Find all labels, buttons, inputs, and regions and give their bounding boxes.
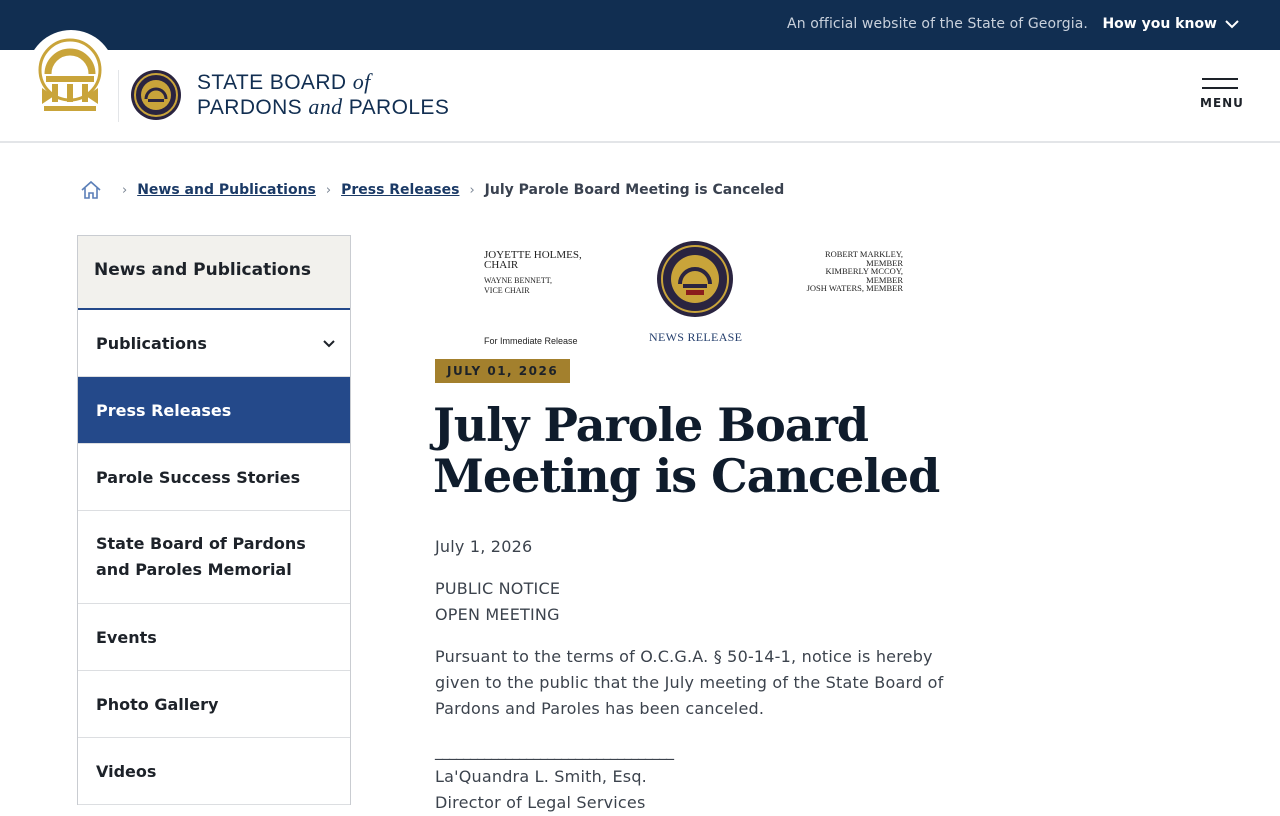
news-release-masthead — [484, 240, 904, 350]
sidebar-item-label: Events — [96, 627, 157, 647]
sidebar-item-label: State Board of Pardons and Paroles Memorial — [96, 534, 306, 579]
board-seal-icon — [656, 240, 734, 318]
breadcrumb — [80, 179, 784, 201]
agency-name-and: and — [308, 94, 343, 119]
chevron-down-icon[interactable] — [322, 336, 336, 350]
sidebar-heading[interactable]: News and Publications — [78, 236, 350, 310]
masthead-vice: WAYNE BENNETT, — [484, 276, 552, 285]
masthead-chair: JOYETTE HOLMES, — [484, 249, 582, 261]
article-paragraph: Pursuant to the terms of O.C.G.A. § 50-14-1, notice is hereby given to the public that the July meeting of the State Board of Pardons and Paroles has been canceled. — [435, 647, 944, 718]
sidebar-item-press-releases[interactable] — [78, 377, 350, 444]
agency-name-state-board: STATE BOARD — [197, 71, 347, 94]
article-date: July 1, 2026 — [435, 537, 533, 556]
breadcrumb-separator-icon: › — [469, 182, 475, 198]
breadcrumb-separator-icon: › — [122, 182, 128, 198]
site-header — [0, 50, 1280, 143]
sidebar-item-label: Videos — [96, 761, 157, 781]
sidebar-item-photo-gallery[interactable] — [78, 671, 350, 738]
masthead-release-note: For Immediate Release — [484, 336, 578, 346]
masthead-chair-title: CHAIR — [484, 259, 519, 271]
breadcrumb-separator-icon: › — [325, 182, 332, 198]
how-you-know-label: How you know — [1102, 16, 1217, 32]
article-notice — [435, 576, 955, 628]
masthead-member: JOSH WATERS, MEMBER — [806, 283, 903, 293]
menu-label: MENU — [1200, 96, 1244, 110]
sidebar-item-memorial[interactable] — [78, 511, 350, 604]
sidebar-item-label: Photo Gallery — [96, 694, 219, 714]
notice-line: OPEN MEETING — [435, 605, 560, 624]
georgia-arch-logo-icon[interactable] — [36, 40, 104, 116]
sidebar-item-label: Press Releases — [96, 400, 232, 420]
notice-line: PUBLIC NOTICE — [435, 579, 561, 598]
chevron-down-icon — [1225, 19, 1239, 29]
board-seal-icon[interactable] — [130, 69, 182, 121]
menu-button[interactable] — [1200, 78, 1244, 122]
masthead-members — [789, 250, 903, 293]
official-banner — [0, 0, 1280, 50]
sidebar-item-events[interactable] — [78, 604, 350, 671]
breadcrumb-press-releases[interactable]: Press Releases — [341, 182, 460, 198]
sidebar-item-publications[interactable] — [78, 310, 350, 377]
official-site-text: An official website of the State of Georgia. — [787, 16, 1088, 32]
agency-name[interactable] — [197, 70, 449, 120]
date-badge: JULY 01, 2026 — [435, 359, 570, 383]
breadcrumb-current: July Parole Board Meeting is Canceled — [484, 182, 785, 198]
agency-name-paroles: PAROLES — [348, 96, 450, 119]
page-title: July Parole Board Meeting is Canceled — [433, 398, 940, 503]
agency-name-pardons: PARDONS — [197, 96, 303, 119]
article-body — [435, 534, 955, 816]
agency-name-of: of — [352, 69, 371, 94]
section-sidebar — [77, 235, 351, 805]
signature-line: __________________________________ — [435, 741, 673, 760]
masthead-vice-title: VICE CHAIR — [484, 286, 530, 295]
signer-title: Director of Legal Services — [435, 793, 646, 812]
sidebar-item-parole-success-stories[interactable] — [78, 444, 350, 511]
sidebar-item-label: Publications — [96, 333, 207, 353]
home-icon[interactable] — [80, 179, 102, 201]
masthead-officers — [484, 250, 582, 346]
signer-name: La'Quandra L. Smith, Esq. — [435, 767, 647, 786]
masthead-news-release: NEWS RELEASE — [649, 330, 743, 344]
masthead-member: ROBERT MARKLEY, MEMBER — [824, 249, 903, 268]
hamburger-icon — [1200, 78, 1240, 89]
how-you-know-button[interactable] — [1102, 16, 1239, 32]
breadcrumb-news-and-publications[interactable]: News and Publications — [137, 182, 316, 198]
sidebar-item-videos[interactable] — [78, 738, 350, 805]
header-divider — [118, 70, 119, 122]
sidebar-item-label: Parole Success Stories — [96, 467, 301, 487]
masthead-member: KIMBERLY MCCOY, MEMBER — [825, 266, 903, 285]
